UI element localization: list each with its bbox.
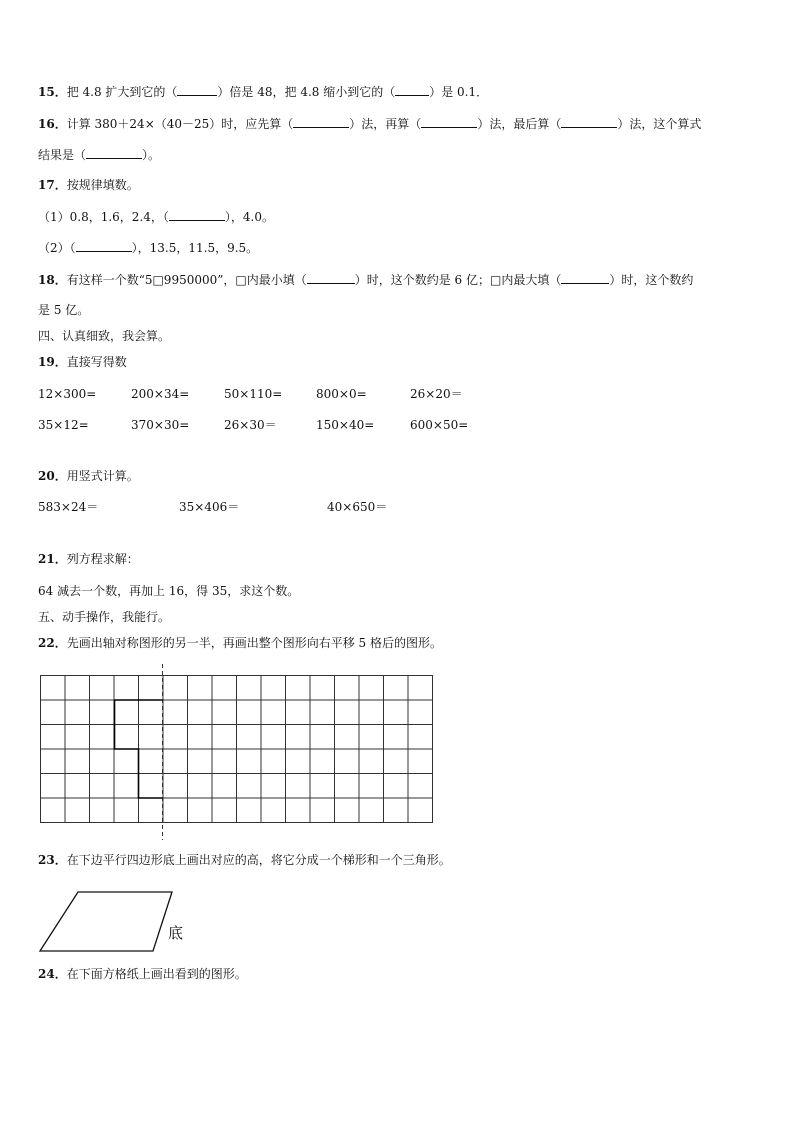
- question-15: [38, 83, 488, 100]
- question-number: 19．: [38, 355, 67, 369]
- question-number: 24．: [38, 967, 67, 981]
- section-heading-4: 四、认真细致，我会算。: [38, 329, 171, 343]
- question-text: 按规律填数。: [66, 178, 139, 192]
- answer-blank[interactable]: [169, 208, 225, 221]
- question-text: ）时，这个数约: [609, 273, 694, 287]
- answer-blank[interactable]: [177, 83, 217, 96]
- question-text: ），4.0。: [224, 210, 274, 224]
- question-text: ）法，这个算式: [617, 117, 702, 131]
- question-17-sub2: [38, 239, 258, 256]
- question-16-cont: [38, 146, 160, 163]
- question-number: 22．: [38, 636, 67, 650]
- question-text: （2）（: [38, 241, 76, 255]
- question-text: 直接写得数: [66, 355, 127, 369]
- question-number: 16．: [38, 117, 67, 131]
- grid-paper[interactable]: [38, 664, 438, 844]
- question-text: 先画出轴对称图形的另一半，再画出整个图形向右平移 5 格后的图形。: [66, 636, 442, 650]
- calc-item: 12×300=: [38, 387, 97, 401]
- calc-item: 150×40=: [316, 418, 375, 432]
- question-number: 18．: [38, 273, 67, 287]
- question-text: 列方程求解：: [66, 552, 139, 566]
- question-17: [38, 177, 139, 193]
- calc-item: 583×24＝: [38, 500, 99, 514]
- section-heading-5: 五、动手操作，我能行。: [38, 610, 171, 624]
- calc-item: 35×12=: [38, 418, 89, 432]
- question-16: [38, 115, 701, 132]
- parallelogram-figure[interactable]: [38, 890, 198, 960]
- question-text: 把 4.8 扩大到它的（: [66, 85, 178, 99]
- question-17-sub1: [38, 208, 274, 225]
- answer-blank[interactable]: [307, 271, 355, 284]
- question-number: 20．: [38, 469, 67, 483]
- question-18-cont: [38, 302, 89, 318]
- question-text: 计算 380＋24×（40－25）时，应先算（: [66, 117, 294, 131]
- question-19: [38, 354, 127, 370]
- question-24: [38, 966, 247, 982]
- question-text: 结果是（: [38, 148, 87, 162]
- answer-blank[interactable]: [421, 115, 477, 128]
- calc-item: 600×50=: [410, 418, 469, 432]
- answer-blank[interactable]: [293, 115, 349, 128]
- question-text: 用竖式计算。: [66, 469, 139, 483]
- question-22: [38, 635, 442, 651]
- question-text: ）。: [142, 148, 161, 162]
- calc-item: 800×0=: [316, 387, 367, 401]
- answer-blank[interactable]: [86, 146, 142, 159]
- calc-item: 370×30=: [131, 418, 190, 432]
- base-label: 底: [168, 924, 184, 942]
- calc-item: 26×20＝: [410, 387, 463, 401]
- question-21-body: 64 减去一个数，再加上 16，得 35，求这个数。: [38, 584, 300, 598]
- question-text: 在下面方格纸上画出看到的图形。: [66, 967, 247, 981]
- calc-item: 40×650＝: [327, 500, 388, 514]
- answer-blank[interactable]: [561, 271, 609, 284]
- question-text: 有这样一个数“5□9950000”，□内最小填（: [66, 273, 307, 287]
- parallelogram: [40, 892, 172, 951]
- question-text: ）是 0.1．: [429, 85, 489, 99]
- calc-item: 26×30＝: [224, 418, 277, 432]
- answer-blank[interactable]: [395, 83, 429, 96]
- question-text: ），13.5，11.5，9.5。: [131, 241, 259, 255]
- question-text: 在下边平行四边形底上画出对应的高，将它分成一个梯形和一个三角形。: [66, 853, 451, 867]
- question-text: （1）0.8，1.6，2.4，（: [38, 210, 169, 224]
- question-21: [38, 551, 139, 567]
- answer-blank[interactable]: [76, 239, 132, 252]
- question-number: 15．: [38, 85, 67, 99]
- question-text: ）法，再算（: [349, 117, 422, 131]
- answer-blank[interactable]: [561, 115, 617, 128]
- question-number: 17．: [38, 178, 67, 192]
- question-number: 23．: [38, 853, 67, 867]
- calc-item: 200×34=: [131, 387, 190, 401]
- question-23: [38, 852, 451, 868]
- question-18: [38, 271, 693, 288]
- question-text: 是 5 亿。: [38, 303, 90, 317]
- calc-item: 50×110=: [224, 387, 283, 401]
- question-number: 21．: [38, 552, 67, 566]
- question-20: [38, 468, 139, 484]
- question-text: ）时，这个数约是 6 亿；□内最大填（: [354, 273, 562, 287]
- calc-item: 35×406＝: [179, 500, 240, 514]
- question-text: ）倍是 48，把 4.8 缩小到它的（: [217, 85, 396, 99]
- question-text: ）法，最后算（: [477, 117, 562, 131]
